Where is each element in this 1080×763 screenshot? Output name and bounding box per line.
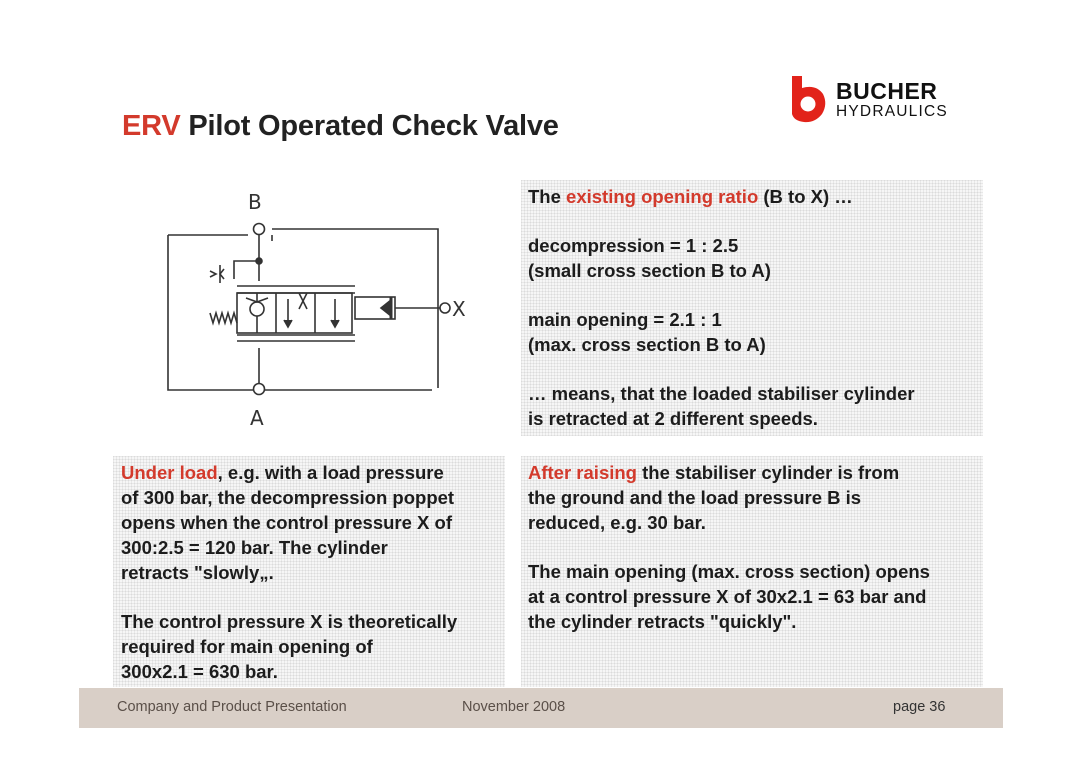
main-opening-line: main opening = 2.1 : 1: [528, 309, 722, 330]
control-pressure-line-1: The control pressure X is theoretically: [121, 611, 458, 632]
slide-footer: [79, 688, 1003, 728]
valve-schematic-drawing: [160, 185, 490, 435]
title-text: Pilot Operated Check Valve: [188, 110, 559, 142]
control-pressure-line-3: 300x2.1 = 630 bar.: [121, 661, 278, 682]
main-opening-note: (max. cross section B to A): [528, 334, 766, 355]
opening-ratio-heading: [528, 184, 983, 209]
after-raising-line-1: [528, 460, 983, 485]
after-raising-box: [521, 456, 983, 687]
after-raising-accent: After raising: [528, 462, 637, 483]
under-load-rest: , e.g. with a load pressure: [217, 462, 444, 483]
after-raising-rest: the stabiliser cylinder is from: [636, 462, 900, 483]
control-pressure-line-2: required for main opening of: [121, 636, 373, 657]
means-line-2: is retracted at 2 different speeds.: [528, 408, 818, 429]
logo-brand-text: BUCHER: [836, 78, 938, 104]
under-load-line-3: opens when the control pressure X of: [121, 512, 452, 533]
under-load-accent: Under load: [121, 462, 218, 483]
footer-date: November 2008: [462, 699, 566, 715]
page-number: page 36: [893, 699, 946, 715]
under-load-box: [113, 456, 505, 687]
opening-ratio-box: [521, 180, 983, 436]
valve-schematic: [160, 185, 490, 435]
main-opening-para-line-2: at a control pressure X of 30x2.1 = 63 bar and: [528, 586, 927, 607]
bucher-logo: [788, 72, 978, 132]
after-raising-line-3: reduced, e.g. 30 bar.: [528, 512, 706, 533]
title-accent: ERV: [122, 110, 181, 142]
under-load-line-4: 300:2.5 = 120 bar. The cylinder: [121, 537, 388, 558]
decompression-note: (small cross section B to A): [528, 260, 771, 281]
footer-company: Company and Product Presentation: [117, 699, 347, 715]
heading-end: (B to X) …: [758, 186, 853, 207]
after-raising-line-2: the ground and the load pressure B is: [528, 487, 862, 508]
bucher-logo-icon: [788, 74, 828, 124]
port-b-label: B: [248, 190, 262, 214]
slide-title: [122, 110, 559, 143]
decompression-line: decompression = 1 : 2.5: [528, 235, 739, 256]
under-load-line-2: of 300 bar, the decompression poppet: [121, 487, 455, 508]
port-a-label: A: [250, 406, 264, 430]
main-opening-para-line-3: the cylinder retracts "quickly".: [528, 611, 797, 632]
under-load-line-5: retracts "slowly„.: [121, 562, 274, 583]
logo-sub-text: HYDRAULICS: [836, 103, 948, 120]
port-x-label: X: [452, 297, 466, 321]
means-line-1: … means, that the loaded stabiliser cylinder: [528, 383, 915, 404]
under-load-line-1: [121, 460, 505, 485]
heading-start: The: [528, 186, 567, 207]
heading-accent: existing opening ratio: [566, 186, 759, 207]
main-opening-para-line-1: The main opening (max. cross section) opens: [528, 561, 930, 582]
